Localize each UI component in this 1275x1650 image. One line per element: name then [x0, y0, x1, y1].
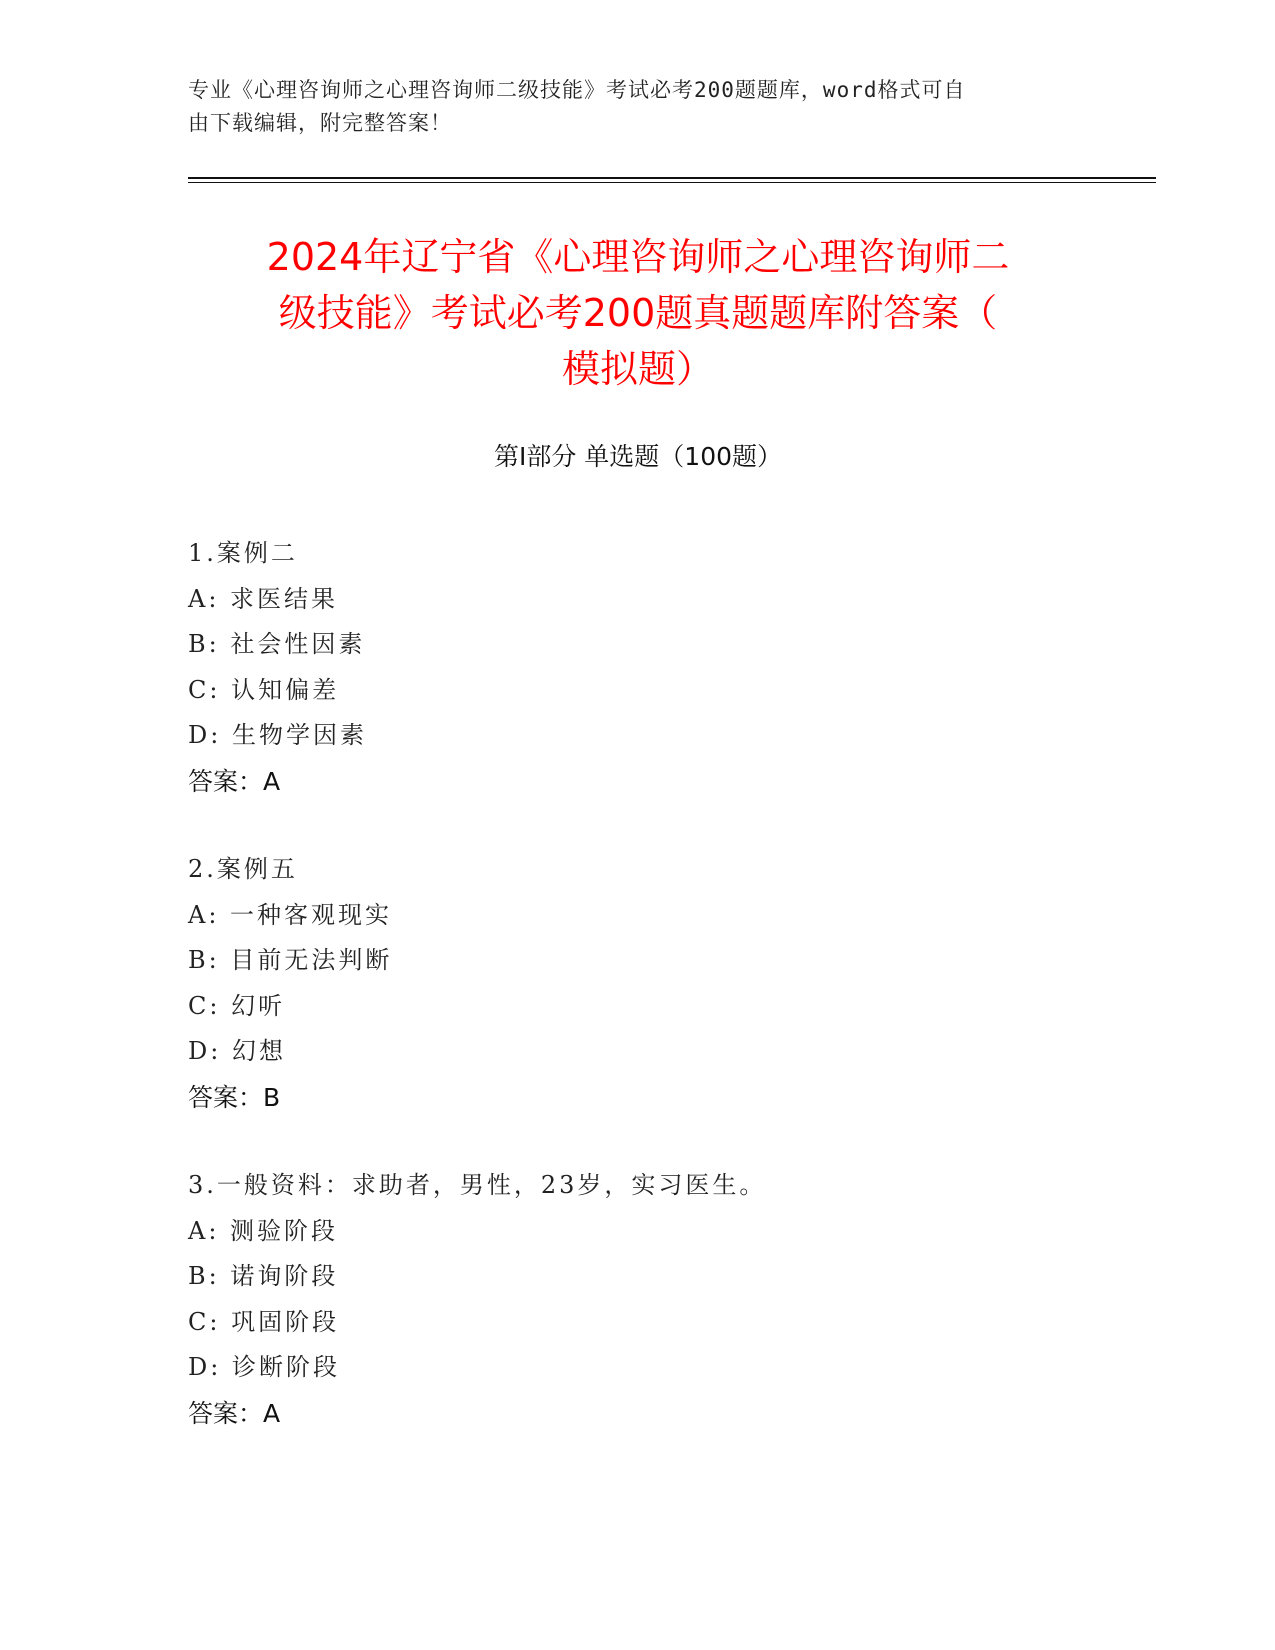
- document-title-line-1: 2024年辽宁省《心理咨询师之心理咨询师二: [266, 235, 1010, 279]
- option-c: C: 巩固阶段: [188, 1307, 340, 1336]
- option-b: B: 诺询阶段: [188, 1262, 339, 1290]
- option-d: D: 幻想: [188, 1037, 286, 1065]
- question-stem: 2.案例五: [188, 855, 298, 883]
- question-1: [188, 531, 1088, 804]
- document-title: [188, 229, 1088, 397]
- option-a: A: 一种客观现实: [188, 900, 393, 929]
- option-d: D: 诊断阶段: [188, 1353, 340, 1381]
- document-title-line-2: 级技能》考试必考200题真题题库附答案（: [278, 291, 998, 335]
- section-title: 第Ⅰ部分 单选题（100题）: [493, 442, 783, 471]
- document-title-line-3: 模拟题）: [561, 347, 714, 391]
- header-divider-thin: [188, 182, 1156, 183]
- option-c: C: 幻听: [188, 991, 286, 1020]
- option-a: A: 求医结果: [188, 584, 339, 613]
- answer: 答案：A: [188, 1398, 281, 1428]
- header-note-line-1: 专业《心理咨询师之心理咨询师二级技能》考试必考200题题库，word格式可自: [188, 78, 966, 102]
- question-stem: 1.案例二: [188, 539, 298, 567]
- answer: 答案：B: [188, 1082, 281, 1112]
- header-divider-thick: [188, 177, 1156, 179]
- answer: 答案：A: [188, 766, 281, 796]
- option-d: D: 生物学因素: [188, 721, 367, 749]
- option-c: C: 认知偏差: [188, 675, 340, 704]
- question-2: [188, 847, 1088, 1120]
- option-b: B: 目前无法判断: [188, 946, 393, 974]
- option-a: A: 测验阶段: [188, 1216, 339, 1245]
- option-b: B: 社会性因素: [188, 630, 366, 658]
- question-3: [188, 1163, 1088, 1436]
- header-note-line-2: 由下载编辑，附完整答案！: [188, 111, 452, 135]
- question-list: [188, 531, 1088, 1479]
- question-stem: 3.一般资料：求助者，男性，23岁，实习医生。: [188, 1171, 767, 1199]
- header-note: [188, 74, 1088, 140]
